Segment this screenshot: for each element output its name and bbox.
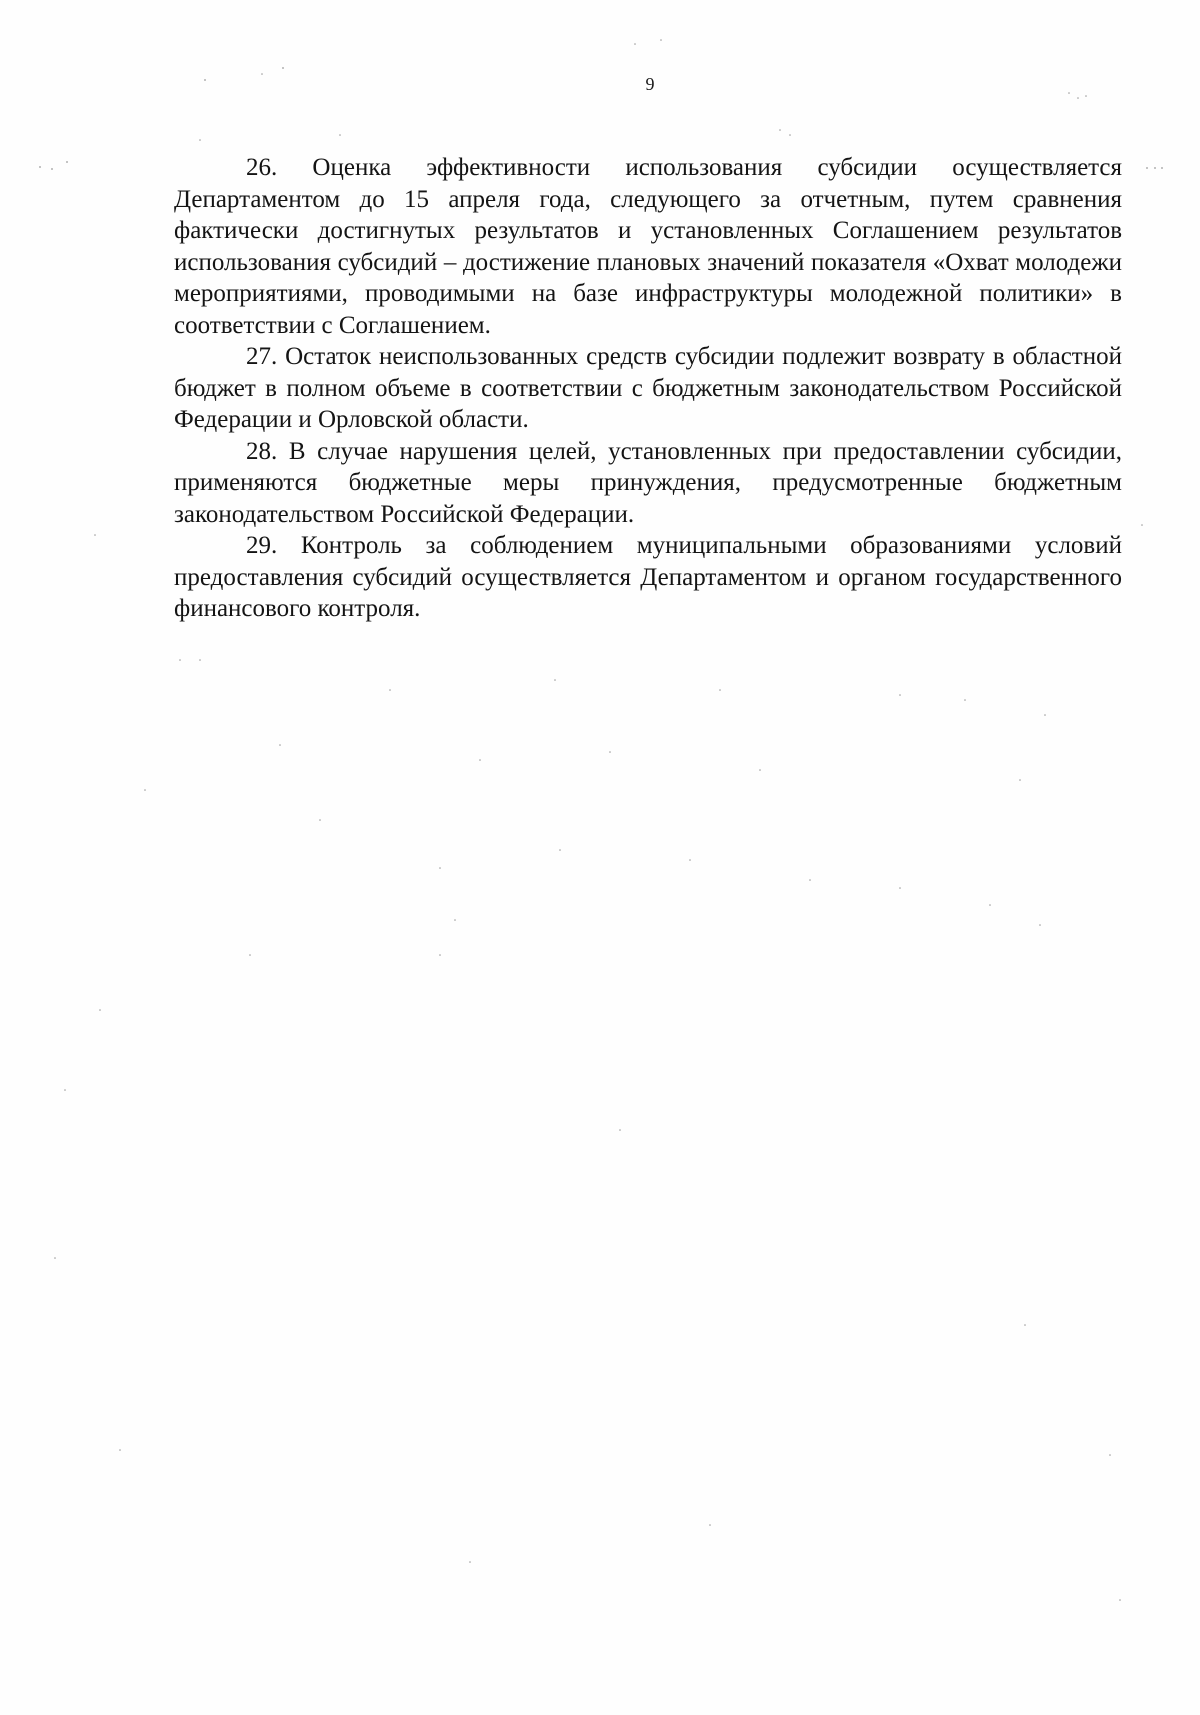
paragraph-29: 29. Контроль за соблюдением муниципальными образованиями условий предоставления субсидий осуществляется Департаментом и органом государственного финансового контроля. xyxy=(174,532,1122,622)
paragraph-28: 28. В случае нарушения целей, установленных при предоставлении субсидии, применяются бюджетные меры принуждения, предусмотренные бюджетным законодательством Российской Федерации. xyxy=(174,437,1122,528)
paragraph-26: 26. Оценка эффективности использования субсидии осуществляется Департаментом до 15 апреля года, следующего за отчетным, путем сравнения фактически достигнутых результатов и установленных Соглашением результатов использования субсидий – достижение плановых значений показателя «Охват молодежи мероприятиями, проводимыми на базе инфраструктуры молодежной политики» в соответствии с Соглашением. xyxy=(174,154,1122,339)
paragraph-27: 27. Остаток неиспользованных средств субсидии подлежит возврату в областной бюджет в полном объеме в соответствии с бюджетным законодательством Российской Федерации и Орловской области. xyxy=(174,343,1122,433)
document-body xyxy=(174,152,1122,625)
page-number: 9 xyxy=(645,74,655,94)
